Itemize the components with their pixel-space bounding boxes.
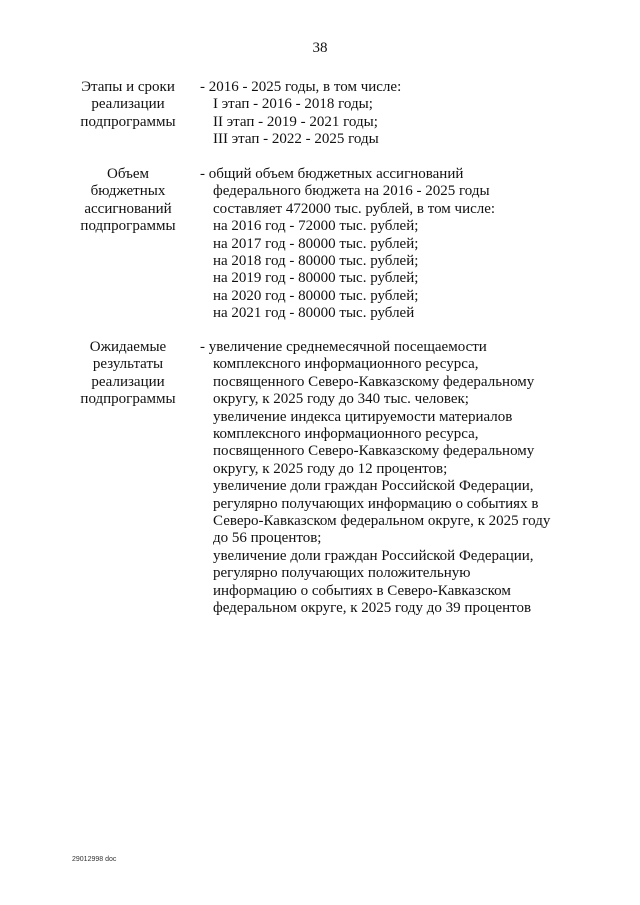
content-line: составляет 472000 тыс. рублей, в том числе:: [213, 200, 496, 217]
content-line: комплексного информационного ресурса,: [213, 426, 479, 443]
content-line: на 2021 год - 80000 тыс. рублей: [213, 305, 415, 322]
content-line: округу, к 2025 году до 12 процентов;: [213, 460, 448, 477]
content-line: увеличение доли граждан Российской Федерации,: [213, 547, 534, 564]
section-label-line: подпрограммы: [80, 218, 176, 235]
section-label-line: реализации: [91, 373, 165, 390]
section-label-line: Ожидаемые: [89, 339, 167, 355]
section-label-line: реализации: [91, 96, 165, 113]
content-line: - увеличение среднемесячной посещаемости: [200, 339, 487, 355]
section-label: [72, 339, 184, 409]
section-label-line: подпрограммы: [80, 113, 176, 130]
content-line: на 2019 год - 80000 тыс. рублей;: [213, 270, 419, 287]
content-line: регулярно получающих положительную: [213, 565, 471, 582]
content-line: посвященного Северо-Кавказскому федеральному: [213, 373, 535, 390]
section-label-line: Этапы и сроки: [81, 79, 175, 95]
content-line: на 2016 год - 72000 тыс. рублей;: [213, 218, 419, 235]
content-line: на 2018 год - 80000 тыс. рублей;: [213, 253, 419, 270]
document-footer-code: 29012998 doc: [72, 856, 117, 863]
content-line: посвященного Северо-Кавказскому федеральному: [213, 443, 535, 460]
content-line: регулярно получающих информацию о событиях в: [213, 495, 539, 512]
section-label-line: ассигнований: [84, 200, 172, 217]
content-line: - общий объем бюджетных ассигнований: [200, 166, 464, 182]
section-label-line: подпрограммы: [80, 391, 176, 408]
content-line: III этап - 2022 - 2025 годы: [213, 131, 379, 148]
content-line: округу, к 2025 году до 340 тыс. человек;: [213, 391, 469, 408]
section-label-line: бюджетных: [90, 183, 166, 200]
content-line: федеральном округе, к 2025 году до 39 процентов: [213, 600, 532, 617]
section-content: [200, 339, 600, 618]
section-label-line: результаты: [92, 356, 164, 373]
content-line: - 2016 - 2025 годы, в том числе:: [200, 79, 402, 95]
content-line: на 2020 год - 80000 тыс. рублей;: [213, 287, 419, 304]
content-line: федерального бюджета на 2016 - 2025 годы: [213, 183, 490, 200]
content-line: увеличение индекса цитируемости материалов: [213, 408, 513, 425]
section-label-line: Объем: [107, 166, 149, 182]
content-line: I этап - 2016 - 2018 годы;: [213, 96, 373, 113]
content-line: до 56 процентов;: [213, 530, 322, 547]
section-label: [72, 166, 184, 236]
content-line: Северо-Кавказском федеральном округе, к 2025 году: [213, 513, 551, 530]
content-line: комплексного информационного ресурса,: [213, 356, 479, 373]
section-content: [200, 79, 600, 149]
content-line: увеличение доли граждан Российской Федерации,: [213, 478, 534, 495]
content-line: II этап - 2019 - 2021 годы;: [213, 113, 378, 130]
section-content: [200, 166, 600, 323]
content-line: на 2017 год - 80000 тыс. рублей;: [213, 235, 419, 252]
section-label: [72, 79, 184, 131]
page-number: 38: [312, 40, 328, 56]
content-line: информацию о событиях в Северо-Кавказском: [213, 582, 511, 599]
